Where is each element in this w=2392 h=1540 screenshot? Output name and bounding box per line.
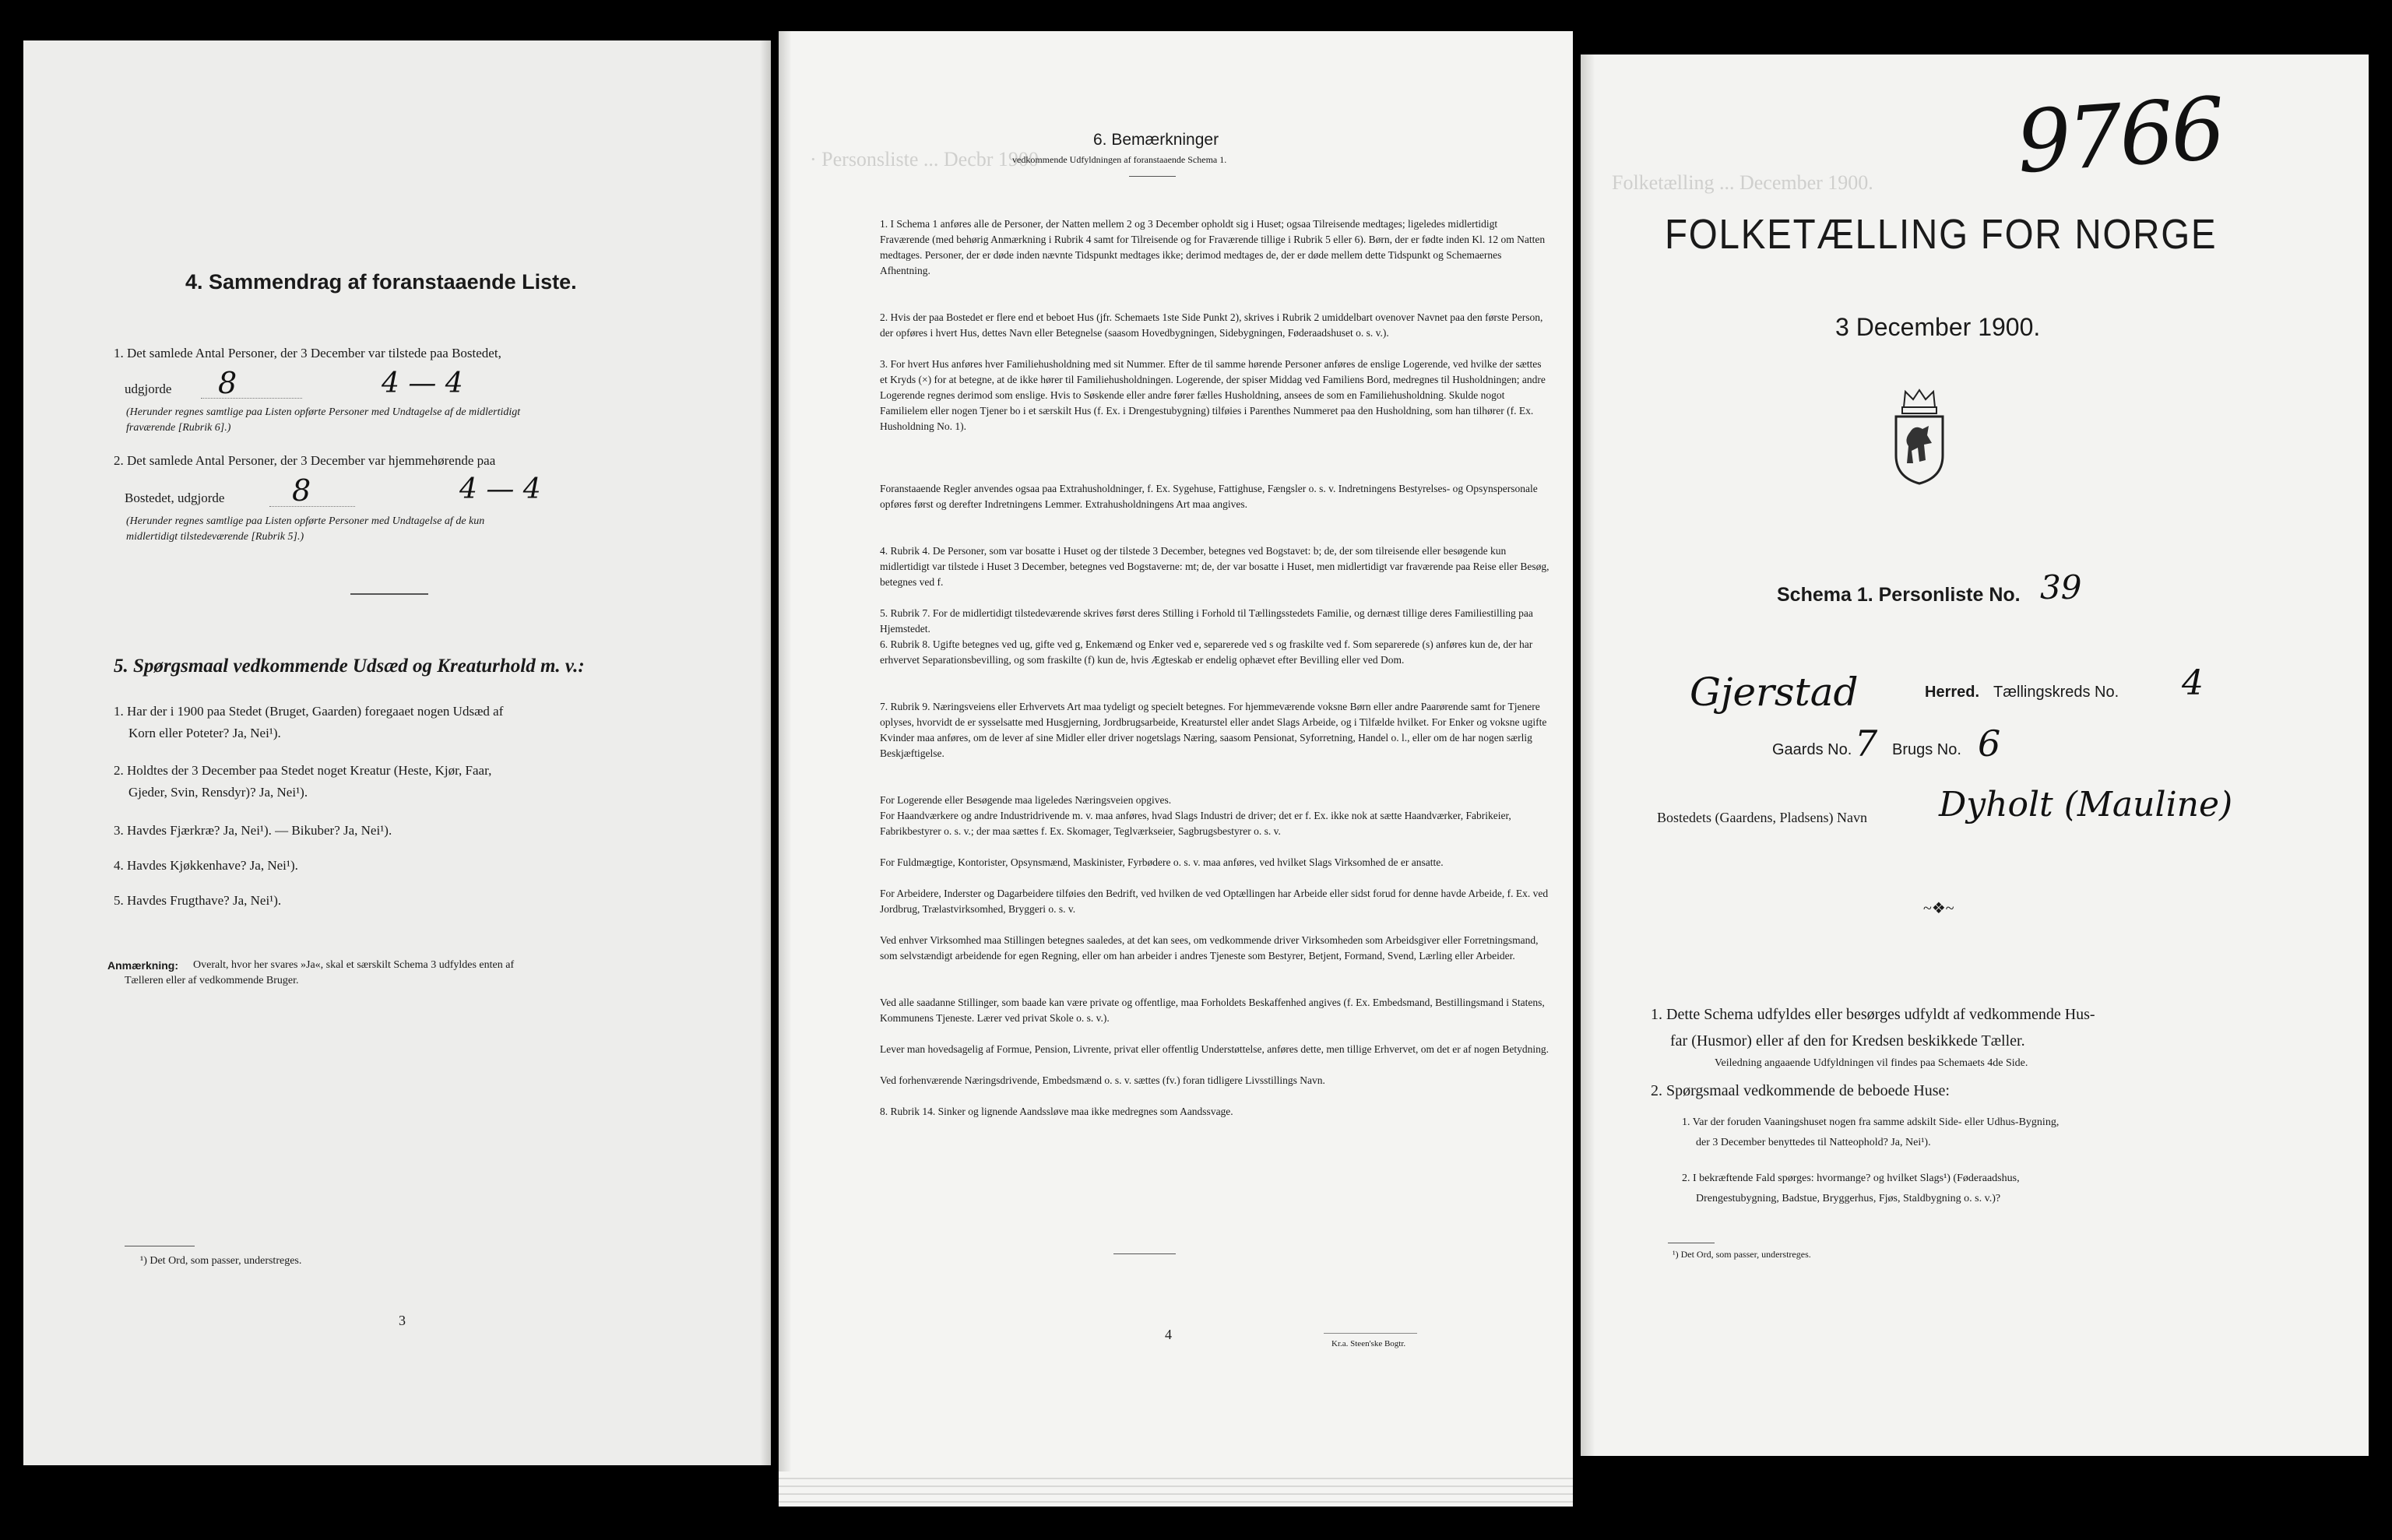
brugs-value-handwritten: 6	[1978, 723, 2001, 765]
instruction-2-2-line2: Drengestubygning, Badstue, Bryggerhus, Fjøs, Staldbygning o. s. v.)?	[1696, 1193, 2001, 1204]
gaards-label: Gaards No.	[1772, 741, 1852, 758]
q5-2-line1: 2. Holdtes der 3 December paa Stedet noget Kreatur (Heste, Kjør, Faar,	[114, 763, 492, 778]
anm-text1: Overalt, hvor her svares »Ja«, skal et særskilt Schema 3 udfyldes enten af	[193, 959, 515, 971]
section-4-title: 4. Sammendrag af foranstaaende Liste.	[185, 270, 577, 294]
section-5-title: 5. Spørgsmaal vedkommende Udsæd og Kreaturhold m. v.:	[114, 656, 585, 677]
kreds-label: Tællingskreds No.	[1993, 684, 2119, 701]
remark-7c: For Haandværkere og andre Industridrivende m. v. maa anføres, hvad Slags Industri de driver; det er f. Ex. ikke nok at sætte Haandværker, Fabrikeier, Fabrikbestyrer o. s. v.; der maa sættes f. Ex. Skomager, Teglværkseier, Sagbrugsbestyrer o. s. v.	[880, 810, 1511, 837]
cover-date: 3 December 1900.	[1835, 313, 2041, 341]
remark-8: 8. Rubrik 14. Sinker og lignende Aandssløve maa ikke medregnes som Aandssvage.	[880, 1106, 1233, 1117]
bleed-through-text: Folketælling ... December 1900.	[1612, 171, 1873, 194]
page-edges	[779, 1471, 1573, 1507]
bleed-through-text: · Personsliste ... Decbr 1900	[810, 148, 1039, 171]
remark-7g: Ved alle saadanne Stillinger, som baade kan være private og offentlige, maa Forholdets Beskaffenhed angives (f. Ex. Embedsmand, Bestillingsmand i Statens, Kommunens Tjeneste. Lærer ved privat Skole o. s. v.).	[880, 997, 1545, 1024]
cover-page	[1581, 54, 2369, 1456]
printer-rule	[1324, 1333, 1417, 1334]
q2-label: Bostedet, udgjorde	[125, 490, 225, 505]
q5-5: 5. Havdes Frugthave? Ja, Nei¹).	[114, 893, 282, 908]
remark-7d: For Fuldmægtige, Kontorister, Opsynsmænd, Maskinister, Fyrbødere o. s. v. maa anføres, ved hvilket Slags Virksomhed de er ansatte.	[880, 856, 1444, 868]
q2-note2: midlertidigt tilstedeværende [Rubrik 5].)	[126, 531, 304, 543]
remark-7i: Ved forhenværende Næringsdrivende, Embedsmænd o. s. v. sættes (fv.) foran tidligere Livsstillings Navn.	[880, 1074, 1325, 1086]
q5-1-line1: 1. Har der i 1900 paa Stedet (Bruget, Gaarden) foregaaet nogen Udsæd af	[114, 704, 504, 719]
schema-label: Schema 1. Personliste No.	[1777, 584, 2021, 606]
q2-line1: 2. Det samlede Antal Personer, der 3 December var hjemmehørende paa	[114, 453, 496, 468]
remark-3: 3. For hvert Hus anføres hver Familiehusholdning med sit Nummer. Efter de til samme hørende Personer anføres de enslige Logerende, ved hvilke der sættes et Kryds (×) for at betegne, at de ikke hører til Familiehusholdningen. Logerende, der spiser Middag ved Familiens Bord, medregnes til Husholdningen; andre Logerende regnes derimod som enslige. Hvis to Søskende eller andre fører fælles Husholdning, ansees de som en Familiehusholdning. Skulde nogot Familielem eller nogen Tjener bo i et særskilt Hus (f. Ex. i Drengestubygning) tilføies i Parenthes Nummeret paa den Husholdning, som han tilhører (f. Ex. Husholdning No. 1).	[880, 358, 1546, 432]
remark-7h: Lever man hovedsagelig af Formue, Pension, Livrente, privat eller offentlig Understøttelse, anføres dette, men tillige Erhvervet, om det er af nogen Betydning.	[880, 1043, 1549, 1055]
kreds-value-handwritten: 4	[2182, 663, 2204, 703]
remark-7b: For Logerende eller Besøgende maa ligeledes Næringsveien opgives.	[880, 794, 1172, 806]
instruction-1-line1: 1. Dette Schema udfyldes eller besørges udfyldt af vedkommende Hus-	[1651, 1006, 2095, 1023]
divider	[350, 593, 428, 595]
instruction-2: 2. Spørgsmaal vedkommende de beboede Huse:	[1651, 1082, 1950, 1099]
gaards-value-handwritten: 7	[1855, 723, 1878, 765]
page-number: 3	[399, 1313, 406, 1328]
remark-7e: For Arbeidere, Inderster og Dagarbeidere tilføies den Bedrift, ved hvilken de ved Optællingen har Arbeide eller sidst forud for denne havde Arbeide, f. Ex. ved Jordbrug, Trælastvirksomhed, Bryggeri o. s. v.	[880, 888, 1549, 915]
q2-note1: (Herunder regnes samtlige paa Listen opførte Personer med Undtagelse af de kun	[126, 515, 485, 527]
q1-split-handwritten: 4 — 4	[382, 367, 463, 399]
remarks-title: 6. Bemærkninger	[1093, 131, 1219, 149]
brugs-label: Brugs No.	[1892, 741, 1961, 758]
anm-text2: Tælleren eller af vedkommende Bruger.	[125, 975, 299, 986]
remark-7: 7. Rubrik 9. Næringsveiens eller Erhvervets Art maa tydeligt og specielt betegnes. For hjemmeværende voksne Børn eller andre Paarørende samt for Tjenere oplyses, hvorvidt de er sysselsatte med Husgjerning, Jordbrugsarbeide, Kreaturstel eller andet Slags Arbeide, og i Tilfælde hvilket. For Enker og voksne ugifte Kvinder maa anføres, om de lever af sine Midler eller driver nogetslags Næring, saasom Pensionat, Syforretning, Handel o. l., eller om de har nogen særlig Beskjæftigelse.	[880, 701, 1547, 759]
page-4-remarks	[779, 31, 1573, 1507]
page-number: 4	[1165, 1327, 1172, 1342]
page-fold	[779, 31, 791, 1507]
remark-1: 1. I Schema 1 anføres alle de Personer, der Natten mellem 2 og 3 December opholdt sig i Huset; ogsaa Tilreisende medtages; ligeledes midlertidigt Fraværende (med behørig Anmærkning i Rubrik 4 samt for Tilreisende og for Fraværende tillige i Rubrik 5 eller 6). Børn, der er fødte inden Kl. 12 om Natten medtages. Personer, der er døde inden nævnte Tidspunkt medtages ikke; derimod medtages de, der er døde mellem dette Tidspunkt og Schemaernes Afhentning.	[880, 218, 1546, 276]
instruction-2-2-line1: 2. I bekræftende Fald spørges: hvormange? og hvilket Slags¹) (Føderaadshus,	[1682, 1173, 2020, 1184]
q5-2-line2: Gjeder, Svin, Rensdyr)? Ja, Nei¹).	[128, 785, 308, 800]
page-fold	[1581, 54, 1595, 1456]
page-3-summary	[23, 40, 771, 1465]
cover-title: FOLKETÆLLING FOR NORGE	[1665, 211, 2218, 258]
remark-3b: Foranstaaende Regler anvendes ogsaa paa Extrahusholdninger, f. Ex. Sygehuse, Fattighuse, Fængsler o. s. v. Indretningens Bestyrelses- og Opsynspersonale opføres først og derefter Indretningens Lemmer. Extrahusholdningens Art maa angives.	[880, 483, 1538, 510]
bosted-value-handwritten: Dyholt (Mauline)	[1939, 785, 2233, 824]
instruction-2-1-line2: der 3 December benyttedes til Natteophold? Ja, Nei¹).	[1696, 1137, 1931, 1148]
q1-note1: (Herunder regnes samtlige paa Listen opførte Personer med Undtagelse af de midlertidigt	[126, 406, 521, 418]
instruction-1-note: Veiledning angaaende Udfyldningen vil findes paa Schemaets 4de Side.	[1715, 1057, 2028, 1069]
footnote: ¹) Det Ord, som passer, understreges.	[1673, 1249, 1811, 1260]
archive-number-handwritten: 9766	[2013, 78, 2226, 193]
anm-label: Anmærkning:	[107, 959, 178, 972]
page-fold	[760, 40, 771, 1465]
footnote: ¹) Det Ord, som passer, understreges.	[140, 1255, 302, 1267]
remarks-subtitle: vedkommende Udfyldningen af foranstaaende Schema 1.	[1012, 154, 1227, 165]
bosted-label: Bostedets (Gaardens, Pladsens) Navn	[1657, 810, 1867, 825]
instruction-2-1-line1: 1. Var der foruden Vaaningshuset nogen fra samme adskilt Side- eller Udhus-Bygning,	[1682, 1116, 2060, 1128]
schema-number-handwritten: 39	[2040, 568, 2082, 607]
remark-4: 4. Rubrik 4. De Personer, som var bosatte i Huset og der tilstede 3 December, betegnes ved Bogstavet: b; de, der som tilreisende eller besøgende kun midlertidigt var tilstede i Huset 3 December, betegnes ved Bogstaverne: mt; de, der var bosatte i Huset, men midlertidigt var fraværende paa Reise eller Besøg, betegnes ved f.	[880, 545, 1550, 588]
remark-6: 6. Rubrik 8. Ugifte betegnes ved ug, gifte ved g, Enkemænd og Enker ved e, separerede ved s og fraskilte ved f. Som separerede (s) anføres kun de, der har erhvervet Separationsbevilling, og som fraskilte (f) kun de, hvis Ægteskab er endelig ophævet efter Bevilling eller ved Dom.	[880, 638, 1533, 666]
q1-value-handwritten: 8	[218, 366, 237, 400]
printer-name: Kr.a. Steen'ske Bogtr.	[1331, 1339, 1406, 1348]
q5-3: 3. Havdes Fjærkræ? Ja, Nei¹). — Bikuber? Ja, Nei¹).	[114, 823, 392, 838]
herred-label: Herred.	[1925, 684, 1980, 701]
remark-2: 2. Hvis der paa Bostedet er flere end et beboet Hus (jfr. Schemaets 1ste Side Punkt 2), skrives i Rubrik 2 umiddelbart ovenover Navnet paa den første Person, der opføres i hvert Hus, dettes Navn eller Betegnelse (saasom Hovedbygningen, Sidebygningen, Føderaadshuset o. s. v.).	[880, 311, 1543, 339]
instruction-1-line2: far (Husmor) eller af den for Kredsen beskikkede Tæller.	[1670, 1032, 2025, 1050]
bottom-rule	[1113, 1253, 1176, 1254]
coat-of-arms-icon	[1888, 385, 1951, 487]
q2-split-handwritten: 4 — 4	[459, 473, 541, 505]
herred-value-handwritten: Gjerstad	[1690, 670, 1859, 715]
title-rule	[1129, 176, 1176, 177]
q5-4: 4. Havdes Kjøkkenhave? Ja, Nei¹).	[114, 858, 298, 873]
q1-label: udgjorde	[125, 381, 172, 396]
remark-7f: Ved enhver Virksomhed maa Stillingen betegnes saaledes, at det kan sees, om vedkommende driver Virksomheden som Arbeidsgiver eller Forretningsmand, som selvstændigt arbeidende for egen Regning, eller om han arbeider i andres Tjeneste som Bestyrer, Betjent, Formand, Svend, Lærling eller Arbeider.	[880, 934, 1539, 962]
q2-dotted-line	[269, 506, 355, 507]
q1-note2: fraværende [Rubrik 6].)	[126, 422, 231, 434]
ornament: ~❖~	[1923, 900, 1954, 917]
q1-dotted-line	[201, 398, 302, 399]
q1-line1: 1. Det samlede Antal Personer, der 3 December var tilstede paa Bostedet,	[114, 346, 501, 360]
q5-1-line2: Korn eller Poteter? Ja, Nei¹).	[128, 726, 281, 740]
remark-5: 5. Rubrik 7. For de midlertidigt tilstedeværende skrives først deres Stilling i Forhold til Tællingsstedets Familie, og dernæst tillige deres Familiestilling paa Hjemstedet.	[880, 607, 1533, 635]
q2-value-handwritten: 8	[292, 473, 311, 508]
